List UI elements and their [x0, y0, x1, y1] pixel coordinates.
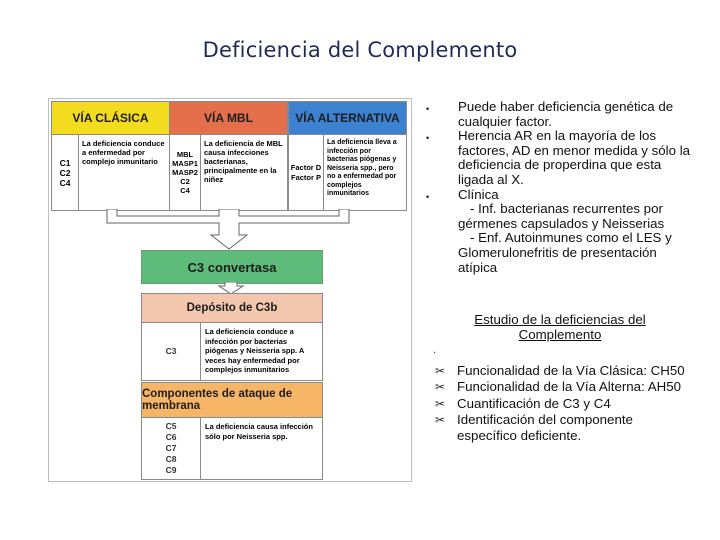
deposito-c3b [141, 293, 323, 381]
note-subitem: - Enf. Autoinmunes como el LES y Glomerulonefritis de presentación atípica [458, 230, 672, 275]
factor: C4 [180, 186, 190, 195]
deposito-c3b-text: La deficiencia conduce a infección por bacterias piógenas y Neisseria spp. A veces hay enfermedad por complejos inmunitarios [205, 327, 305, 374]
factor: Factor P [290, 172, 321, 182]
note-text: Puede haber deficiencia genética de cualquier factor. [458, 99, 674, 129]
scissors-icon: ✂ [435, 380, 446, 395]
note-text: Clínica [458, 186, 499, 202]
pathway-mbl [169, 101, 288, 211]
factor: C1 [59, 157, 71, 168]
list-item [435, 379, 695, 395]
pathway-alternativa-head: VÍA ALTERNATIVA [289, 102, 406, 135]
factor: C2 [59, 167, 71, 178]
notes-list [423, 100, 693, 275]
list-item [435, 412, 695, 445]
note-subitem: - Inf. bacterianas recurrentes por gérmenes capsulados y Neisserias [458, 201, 665, 231]
stray-dot: . [433, 345, 437, 356]
pathway-alternativa-factors [289, 135, 324, 210]
merge-arrows [49, 209, 411, 251]
factor: C3 [165, 346, 177, 356]
pathway-mbl-text: La deficiencia de MBL causa infecciones bacterianas, principalmente en la niñez [204, 139, 283, 184]
membrana-attack [141, 382, 323, 480]
scissors-icon: ✂ [435, 412, 446, 427]
factor: MBL [176, 150, 194, 159]
bullet-dot-icon: • [426, 191, 430, 202]
bullet-dot-icon: • [426, 104, 430, 114]
pathway-alternativa-text: La deficiencia lleva a infección por bacterias piógenas y Neisseria spp., pero no a enfermedad por complejos inmunitarios [327, 139, 397, 197]
membrana-attack-head: Componentes de ataque de membrana [142, 383, 322, 418]
factor: C5 [165, 421, 177, 431]
membrana-attack-factors [142, 418, 201, 479]
pathway-clasica [51, 101, 170, 211]
list-item [423, 188, 693, 276]
scissors-icon: ✂ [435, 396, 446, 411]
study-list [435, 363, 695, 444]
study-item: Funcionalidad de la Vía Clásica: CH50 [457, 363, 685, 378]
study-heading: Estudio de la deficiencias del Complemento [474, 312, 646, 342]
list-item [435, 363, 695, 379]
pathway-alternativa [288, 101, 407, 211]
c3-convertasa-box: C3 convertasa [141, 250, 323, 284]
study-item: Funcionalidad de la Vía Alterna: AH50 [457, 379, 681, 395]
factor: C8 [165, 454, 177, 464]
factor: Factor D [290, 162, 322, 172]
pathway-clasica-head: VÍA CLÁSICA [52, 102, 169, 135]
deposito-c3b-head: Depósito de C3b [142, 294, 322, 323]
pathway-clasica-factors [52, 135, 79, 210]
factor: MASP2 [172, 168, 198, 177]
pathway-clasica-text: La deficiencia conduce a enfermedad por complejo inmunitario [82, 139, 165, 166]
factor: C6 [165, 432, 177, 442]
list-item [423, 129, 693, 187]
factor: C9 [165, 465, 177, 475]
pathway-mbl-head: VÍA MBL [170, 102, 287, 135]
note-text: Herencia AR en la mayoría de los factores, AD en menor medida y sólo la deficiencia de properdina que esta ligada al X. [458, 128, 691, 187]
list-item [435, 396, 695, 412]
slide-title: Deficiencia del Complemento [202, 38, 518, 62]
list-item [423, 100, 693, 129]
deposito-c3b-factors [142, 323, 201, 380]
membrana-attack-text: La deficiencia causa infección sólo por Neisseria spp. [205, 422, 313, 441]
factor: C2 [180, 177, 190, 186]
study-item: Identificación del componente específico deficiente. [457, 411, 633, 444]
factor: C4 [59, 177, 71, 188]
complement-diagram [48, 98, 412, 482]
factor: MASP1 [172, 159, 198, 168]
bullet-dot-icon: • [426, 133, 430, 144]
scissors-icon: ✂ [435, 364, 446, 378]
pathway-mbl-factors [170, 135, 201, 210]
factor: C7 [165, 443, 177, 453]
study-item: Cuantificación de C3 y C4 [457, 395, 611, 411]
